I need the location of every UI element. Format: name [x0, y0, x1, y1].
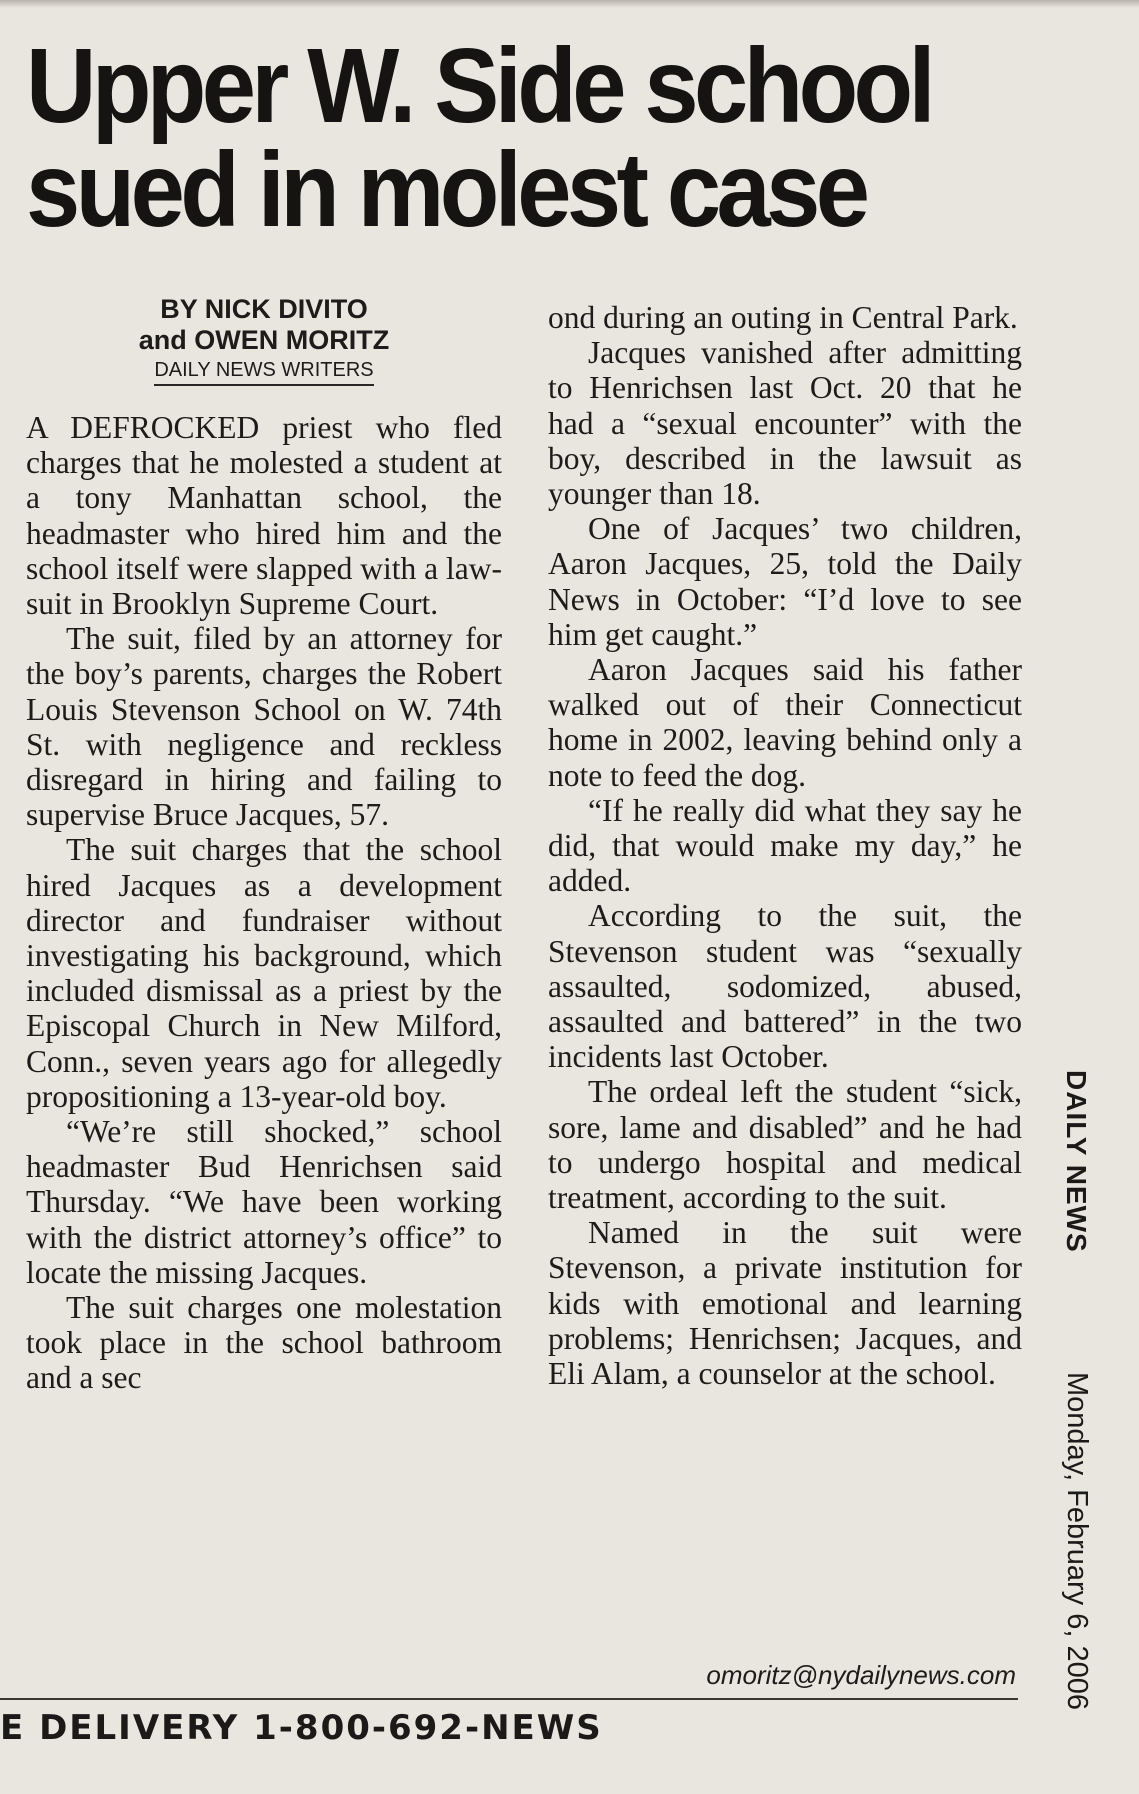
paragraph: The suit, filed by an attorney for the boy’s parents, charges the Robert Louis Stevenson School on W. 74th St. with negligence and reckless disregard in hiring and failing to supervise Bruce Jacques, 57. — [26, 621, 502, 833]
paragraph: The suit charges that the school hired Jacques as a development director and fundraiser without investigating his background, which included dismissal as a priest by the Episcopal Church in New Milford, Conn., seven years ago for allegedly propositioning a 13-year-old boy. — [26, 832, 502, 1114]
delivery-footer: E DELIVERY 1-800-692-NEWS — [0, 1708, 603, 1748]
headline: Upper W. Side school sued in molest case — [26, 27, 932, 249]
byline-role: DAILY NEWS WRITERS — [154, 358, 373, 386]
paragraph: Aaron Jacques said his father walked out of their Connecticut home in 2002, leaving behind only a note to feed the dog. — [548, 652, 1022, 793]
paragraph: ond during an outing in Central Park. — [548, 300, 1018, 335]
paragraph: Named in the suit were Stevenson, a private institution for kids with emotional and learning problems; Henrichsen; Jacques, and Eli Alam, a counselor at the school. — [548, 1215, 1022, 1392]
article-column-1 — [26, 410, 502, 1396]
paragraph: A DEFROCKED priest who fled charges that he molested a student at a tony Manhattan school, the headmaster who hired him and the school itself were slapped with a lawsuit in Brooklyn Supreme Court. — [26, 410, 502, 622]
author-email: omoritz@nydailynews.com — [706, 1660, 1016, 1690]
byline — [26, 294, 502, 386]
paragraph: The ordeal left the student “sick, sore, lame and disabled” and he had to undergo hospital and medical treatment, according to the suit. — [548, 1074, 1022, 1216]
paragraph: Jacques vanished after admitting to Henrichsen last Oct. 20 that he had a “sexual encounter” with the boy, described in the lawsuit as younger than 18. — [548, 335, 1022, 512]
paragraph: The suit charges one molestation took place in the school bathroom and a sec — [26, 1290, 502, 1396]
paragraph: “If he really did what they say he did, that would make my day,” he added. — [548, 792, 1022, 899]
publication-name: DAILY NEWS — [1061, 1070, 1092, 1253]
paragraph: “We’re still shocked,” school headmaster Bud Henrichsen said Thursday. “We have been working with the district attorney’s office” to locate the missing Jacques. — [26, 1114, 502, 1290]
top-edge — [0, 0, 1139, 8]
byline-author-1: BY NICK DIVITO — [160, 294, 368, 324]
article-column-2 — [548, 300, 1022, 1391]
paragraph: According to the suit, the Stevenson student was “sexually assaulted, sodomized, abused, assaulted and battered” in the two incidents last October. — [548, 898, 1022, 1075]
publication-date: Monday, February 6, 2006 — [1061, 1372, 1093, 1710]
byline-author-2: and OWEN MORITZ — [138, 325, 390, 355]
footer-rule — [0, 1698, 1018, 1700]
paragraph: One of Jacques’ two children, Aaron Jacques, 25, told the Daily News in October: “I’d love to see him get caught.” — [548, 511, 1022, 652]
